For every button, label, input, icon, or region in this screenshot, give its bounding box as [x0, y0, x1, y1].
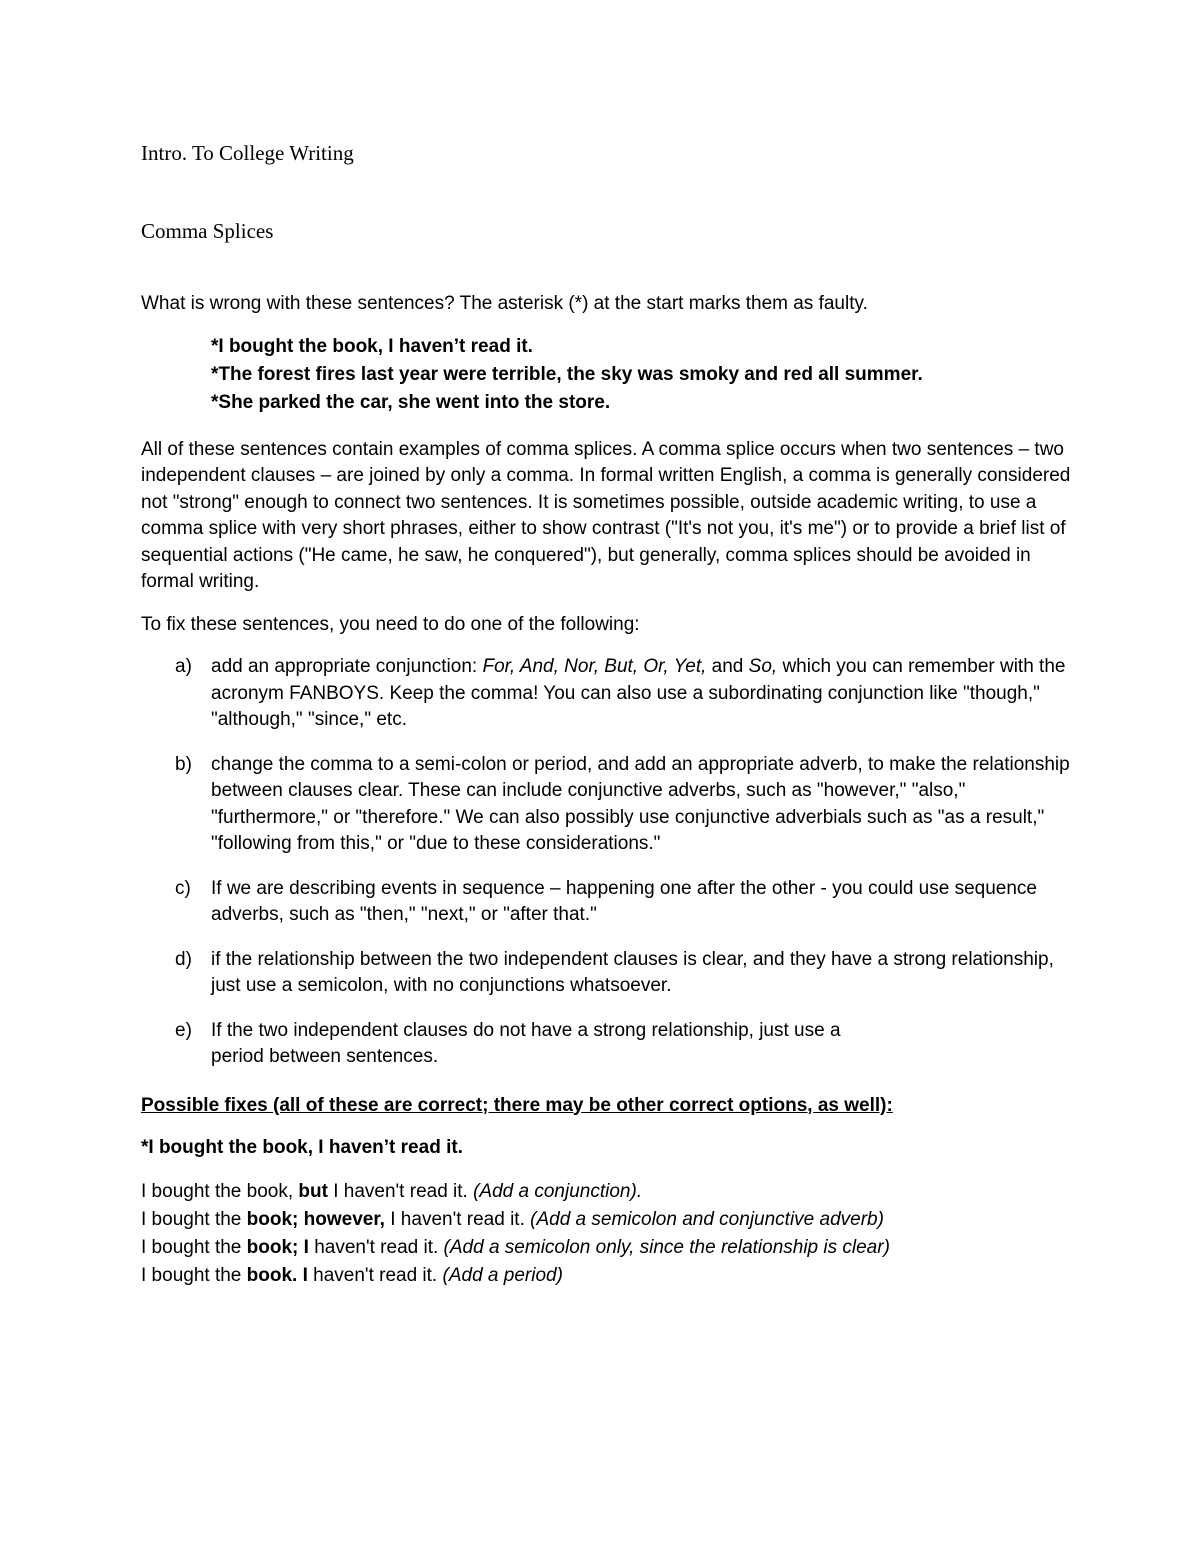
fixed-text: I bought the [141, 1208, 247, 1230]
option-text: and [706, 656, 749, 677]
faulty-examples [211, 333, 1071, 417]
example-heading: *I bought the book, I haven’t read it. [141, 1137, 463, 1158]
fixed-text: I bought the book, [141, 1180, 299, 1202]
fixed-text: I haven't read it. [384, 1208, 531, 1230]
fix-options-list [141, 654, 1071, 1071]
fix-option-b [141, 752, 1071, 858]
option-text: if the relationship between the two independent clauses is clear, and they have a strong relationship, just use a semicolon, with no conjunctions whatsoever. [211, 948, 1054, 996]
option-text-line: If the two independent clauses do not have a strong relationship, just use a [211, 1019, 841, 1041]
option-text: which you can remember with the acronym FANBOYS. Keep the comma! You can also use a subordinating conjunction like "though," "although," "since," etc. [211, 656, 1066, 730]
fix-option-e [141, 1018, 1071, 1071]
list-marker: e) [175, 1019, 192, 1041]
fixed-text: I bought the [141, 1264, 247, 1286]
fixed-bold: book; I [246, 1236, 309, 1258]
document-title: Comma Splices [141, 219, 274, 243]
faulty-example: *The forest fires last year were terrible, the sky was smoky and red all summer. [211, 363, 923, 385]
fixed-examples [141, 1178, 1071, 1290]
fixed-text: I bought the [141, 1236, 247, 1258]
list-marker: b) [175, 753, 192, 775]
faulty-example: *She parked the car, she went into the store. [211, 391, 611, 413]
fixed-example [141, 1262, 1071, 1290]
course-title: Intro. To College Writing [141, 141, 354, 165]
question-text: What is wrong with these sentences? The asterisk (*) at the start marks them as faulty. [141, 293, 868, 314]
option-italic-conjunctions: For, And, Nor, But, Or, Yet, [482, 656, 707, 677]
fix-option-a [141, 654, 1071, 734]
option-text: If we are describing events in sequence – happening one after the other - you could use sequence adverbs, such as "then," "next," or "after that." [211, 877, 1037, 925]
list-marker: c) [175, 877, 191, 899]
fixed-example [141, 1206, 1071, 1234]
fixed-example [141, 1234, 1071, 1262]
fixed-note: (Add a semicolon and conjunctive adverb) [530, 1208, 884, 1230]
option-text-line: period between sentences. [211, 1046, 439, 1067]
option-text: change the comma to a semi-colon or period, and add an appropriate adverb, to make the relationship between clauses clear. These can include conjunctive adverbs, such as "however," "also," "furthermore," or "therefore." We can also possibly use conjunctive adverbials such as "as a result," "following from this," or "due to these considerations." [211, 753, 1070, 854]
document-page [141, 138, 1071, 1290]
option-text: add an appropriate conjunction: [211, 656, 483, 677]
fixed-text: haven't read it. [307, 1264, 443, 1286]
fixed-bold: book; however, [246, 1208, 385, 1230]
fix-option-d [141, 947, 1071, 1000]
fixed-bold: but [298, 1180, 328, 1202]
option-italic-conjunction: So, [748, 656, 778, 677]
list-marker: a) [175, 656, 192, 677]
fixed-note: (Add a semicolon only, since the relationship is clear) [443, 1236, 890, 1258]
possible-fixes-heading: Possible fixes (all of these are correct; there may be other correct options, as well): [141, 1094, 893, 1116]
fixed-bold: book. I [246, 1264, 308, 1286]
fix-option-c [141, 876, 1071, 929]
fix-intro: To fix these sentences, you need to do one of the following: [141, 613, 640, 635]
faulty-example: *I bought the book, I haven’t read it. [211, 335, 533, 357]
fixed-note: (Add a period) [442, 1264, 563, 1286]
explanation-paragraph: All of these sentences contain examples of comma splices. A comma splice occurs when two sentences – two independent clauses – are joined by only a comma. In formal written English, a comma is generally considered not "strong" enough to connect two sentences. It is sometimes possible, outside academic writing, to use a comma splice with very short phrases, either to show contrast ("It's not you, it's me") or to provide a brief list of sequential actions ("He came, he saw, he conquered"), but generally, comma splices should be avoided in formal writing. [141, 438, 1071, 592]
list-marker: d) [175, 948, 192, 970]
fixed-note: (Add a conjunction). [473, 1180, 643, 1202]
fixed-text: haven't read it. [308, 1236, 444, 1258]
fixed-text: I haven't read it. [327, 1180, 474, 1202]
fixed-example [141, 1178, 1071, 1206]
